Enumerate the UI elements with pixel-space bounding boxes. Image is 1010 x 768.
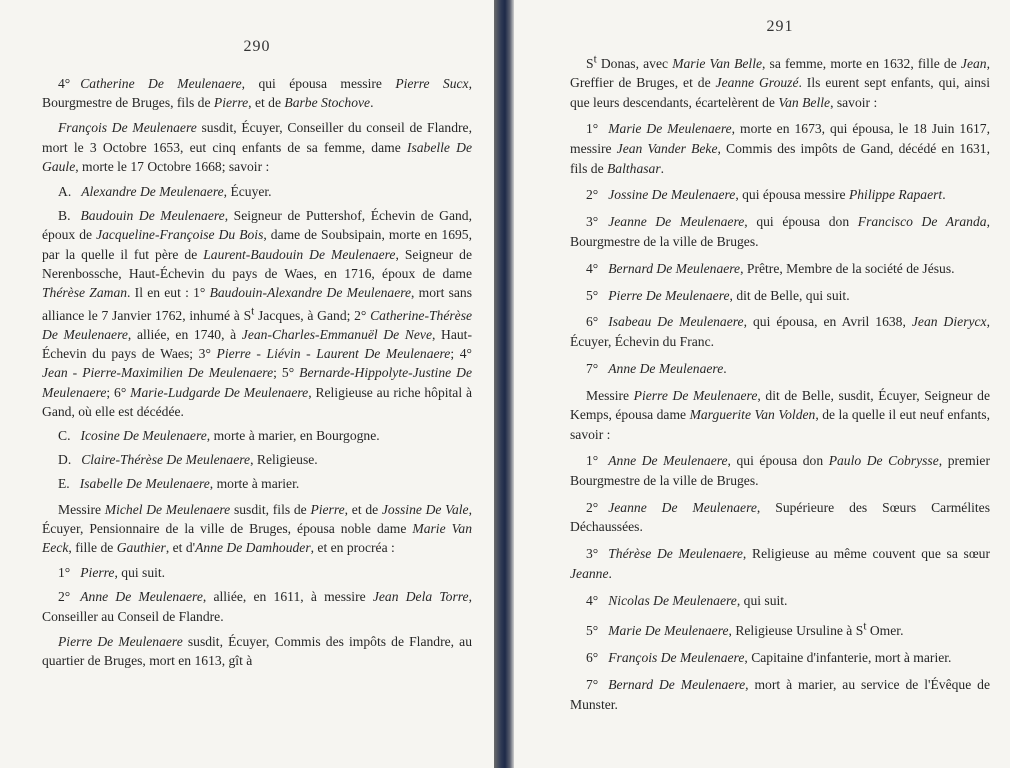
item-marker: B. [58, 208, 71, 224]
item-marker: 4° [58, 76, 71, 91]
entry-text: Claire-Thérèse De Meulenaere, Religieuse. [81, 452, 318, 468]
item-marker: 1° [586, 120, 599, 136]
entry-text: Icosine De Meulenaere, morte à marier, en Bourgogne. [80, 427, 380, 443]
item-marker: 2° [58, 589, 71, 605]
list-item [570, 185, 990, 205]
list-item [570, 675, 990, 715]
item-marker: 6° [586, 314, 599, 330]
list-item [570, 286, 990, 306]
left-page [0, 0, 494, 768]
item-marker: 3° [586, 214, 599, 230]
item-marker: 6° [586, 649, 599, 665]
entry-text: Pierre De Meulenaere, dit de Belle, qui suit. [608, 287, 850, 303]
list-item [570, 212, 990, 252]
entry-text: Pierre, qui suit. [80, 565, 166, 581]
entry-text: Jossine De Meulenaere, qui épousa messire Philippe Rapaert. [608, 187, 946, 203]
item-marker: 1° [586, 453, 599, 469]
list-item [570, 312, 990, 352]
entry-text: Nicolas De Meulenaere, qui suit. [608, 592, 788, 608]
right-page [514, 0, 1010, 768]
list-item [42, 74, 472, 112]
list-item [42, 426, 472, 445]
entry-text: François De Meulenaere, Capitaine d'infanterie, mort à marier. [608, 649, 952, 665]
entry-text: Baudouin De Meulenaere, Seigneur de Puttershof, Échevin de Gand, époux de Jacqueline-Françoise Du Bois, dame de Soubsipain, morte en 1695, par la quelle il fut père de Laurent-Baudouin De Meulenaere, Seigneur de Nerenbossche, Haut-Échevin du pays de Waes, en 1716, époux de dame Thérèse Zaman. Il en eut : 1° Baudouin-Alexandre De Meulenaere, mort sans alliance le 7 Janvier 1762, inhumé à $S^t$ Jacques, à Gand; 2° Catherine-Thérèse De Meulenaere, alliée, en 1740, à Jean-Charles-Emmanuël De Neve, Haut-Échevin du pays de Waes; 3° Pierre - Liévin - Laurent De Meulenaere; 4° Jean - Pierre-Maximilien De Meulenaere; 5° Bernarde-Hippolyte-Justine De Meulenaere; 6° Marie-Ludgarde De Meulenaere, Religieuse au riche hôpital à Gand, où elle est décédée. [42, 208, 473, 419]
list-item [42, 474, 472, 493]
paragraph [570, 50, 990, 113]
entry-text: $S^t$ Donas, avec Marie Van Belle, sa femme, morte en 1632, fille de Jean, Greffier de Bruges, et de Jeanne Grouzé. Ils eurent sept enfants, qui, ainsi que leurs descendants, écartelèrent de Van Belle, savoir : [570, 53, 990, 111]
item-marker: 4° [586, 592, 599, 608]
item-marker: 5° [586, 287, 599, 303]
entry-text: Thérèse De Meulenaere, Religieuse au même couvent que sa sœur Jeanne. [570, 546, 990, 582]
right-page-text [570, 50, 990, 714]
item-marker: 2° [586, 499, 599, 515]
paragraph [42, 632, 472, 670]
item-marker: A. [58, 184, 72, 200]
entry-text: Catherine De Meulenaere, qui épousa messire Pierre Sucx, Bourgmestre de Bruges, fils de Pierre, et de Barbe Stochove. [42, 76, 472, 111]
list-item [42, 206, 472, 421]
entry-text: Messire Michel De Meulenaere susdit, fils de Pierre, et de Jossine De Vale, Écuyer, Pensionnaire de la ville de Bruges, épousa noble dame Marie Van Eeck, fille de Gauthier, et d'Anne De Damhouder, et en procréa : [42, 501, 472, 555]
entry-text: Jeanne De Meulenaere, qui épousa don Francisco De Aranda, Bourgmestre de la ville de Bruges. [570, 214, 990, 249]
item-marker: 7° [586, 676, 599, 692]
item-marker: 5° [586, 623, 599, 639]
list-item [570, 618, 990, 641]
item-marker: E. [58, 476, 70, 492]
entry-text: Isabelle De Meulenaere, morte à marier. [79, 476, 300, 492]
list-item [570, 359, 990, 379]
entry-text: Alexandre De Meulenaere, Écuyer. [81, 184, 272, 200]
left-page-number: 290 [243, 38, 271, 55]
entry-text: Bernard De Meulenaere, mort à marier, au service de l'Évêque de Munster. [570, 676, 990, 712]
list-item [570, 119, 990, 178]
book-gutter [494, 0, 514, 768]
paragraph [42, 118, 472, 176]
entry-text: François De Meulenaere susdit, Écuyer, Conseiller du conseil de Flandre, mort le 3 Octobre 1653, eut cinq enfants de sa femme, dame Isabelle De Gaule, morte le 17 Octobre 1668; savoir : [42, 120, 472, 174]
list-item [570, 498, 990, 538]
item-marker: C. [58, 427, 71, 443]
entry-text: Pierre De Meulenaere susdit, Écuyer, Commis des impôts de Flandre, au quartier de Bruges, mort en 1613, gît à [42, 633, 472, 669]
list-item [42, 182, 472, 201]
entry-text: Bernard De Meulenaere, Prêtre, Membre de la société de Jésus. [608, 260, 955, 276]
left-page-text [42, 74, 472, 670]
item-marker: 3° [586, 546, 599, 562]
entry-text: Marie De Meulenaere, morte en 1673, qui épousa, le 18 Juin 1617, messire Jean Vander Beke, Commis des impôts de Gand, décédé en 1631, fils de Balthasar. [570, 120, 991, 176]
list-item [42, 450, 472, 469]
entry-text: Marie De Meulenaere, Religieuse Ursuline à $S^t$ Omer. [608, 620, 904, 639]
entry-text: Messire Pierre De Meulenaere, dit de Belle, susdit, Écuyer, Seigneur de Kemps, épousa dame Marguerite Van Volden, de la quelle il eut neuf enfants, savoir : [570, 387, 990, 443]
paragraph [570, 386, 990, 445]
entry-text: Anne De Meulenaere. [608, 360, 727, 376]
entry-text: Anne De Meulenaere, alliée, en 1611, à messire Jean Dela Torre, Conseiller au Conseil de Flandre. [42, 589, 472, 624]
list-item [570, 648, 990, 668]
item-marker: D. [58, 452, 72, 468]
list-item [42, 587, 472, 625]
list-item [570, 259, 990, 279]
right-page-number: 291 [766, 18, 794, 35]
item-marker: 4° [586, 260, 599, 276]
list-item [570, 544, 990, 584]
item-marker: 7° [586, 360, 599, 376]
entry-text: Anne De Meulenaere, qui épousa don Paulo De Cobrysse, premier Bourgmestre de la ville de Bruges. [570, 453, 990, 488]
paragraph [42, 500, 472, 558]
list-item [42, 563, 472, 582]
item-marker: 1° [58, 565, 71, 581]
entry-text: Isabeau De Meulenaere, qui épousa, en Avril 1638, Jean Dierycx, Écuyer, Échevin du Franc. [570, 314, 990, 350]
list-item [570, 451, 990, 491]
item-marker: 2° [586, 187, 599, 203]
entry-text: Jeanne De Meulenaere, Supérieure des Sœurs Carmélites Déchaussées. [570, 499, 990, 535]
list-item [570, 591, 990, 611]
